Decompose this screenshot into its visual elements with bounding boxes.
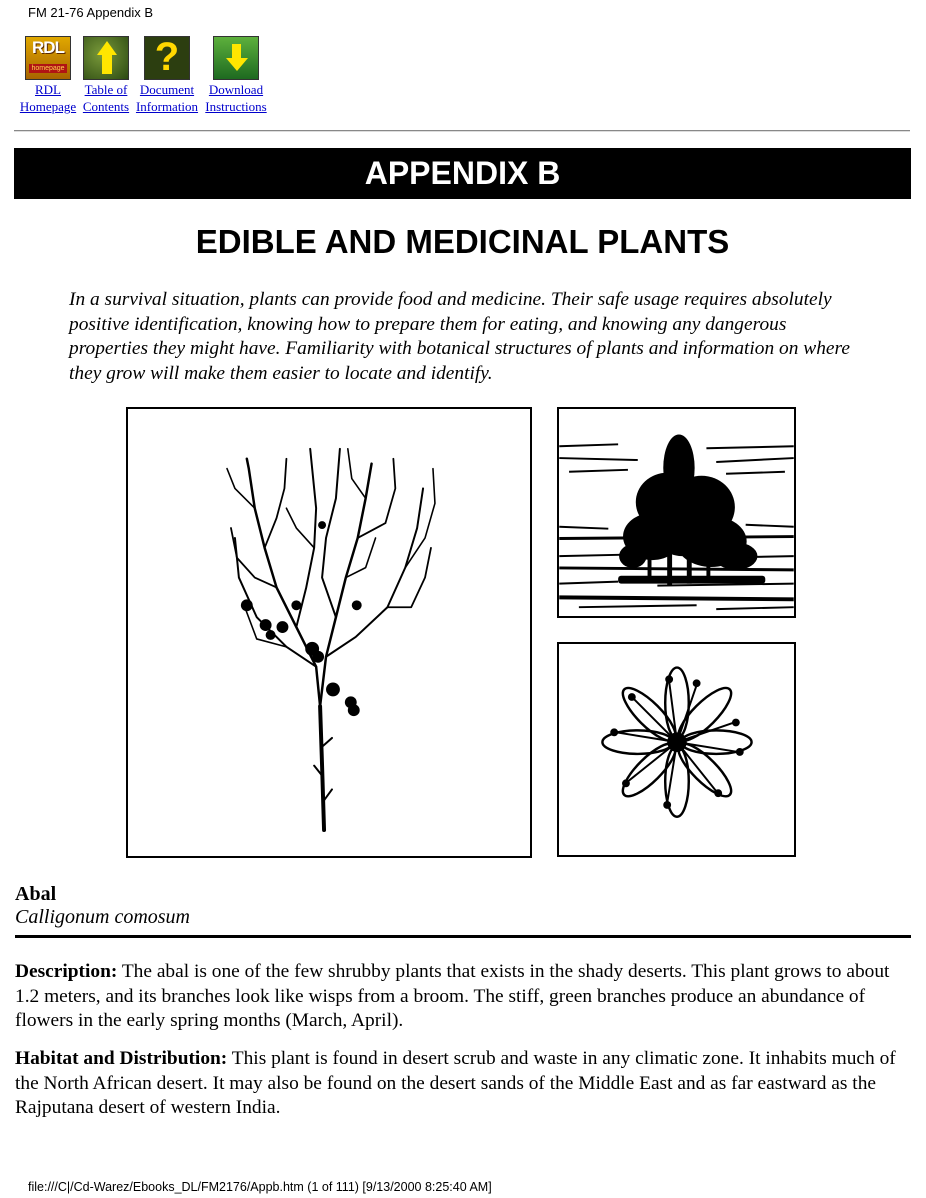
appendix-banner: APPENDIX B [14,148,911,199]
habitat-text: This plant is found in desert scrub and waste in any climatic zone. It inhabits much of the North African desert. It may also be found on the desert sands of the Middle East and as far eastward as the Rajputana desert of western India. [15,1048,896,1118]
nav-link-line2[interactable]: Information [135,99,199,114]
plant-name: Abal [15,883,57,905]
section-divider [15,935,911,938]
rdl-logo-icon[interactable]: RDL homepage [25,36,71,80]
nav-link-line2[interactable]: Instructions [205,99,267,114]
download-arrow-icon[interactable] [213,36,259,80]
nav-link-line1[interactable]: RDL [35,82,61,97]
habitat-paragraph [15,1047,911,1121]
nav-link-line2[interactable]: Contents [82,99,130,114]
page-title: EDIBLE AND MEDICINAL PLANTS [195,223,730,260]
flower-illustration [557,642,796,857]
nav-link-line1[interactable]: Table of [84,82,128,97]
description-label: Description: [15,961,118,982]
nav-link-line1[interactable]: Download [208,82,264,97]
nav-download-instructions[interactable] [191,36,281,115]
branch-illustration [126,407,532,858]
description-text: The abal is one of the few shrubby plants that exists in the shady deserts. This plant grows to about 1.2 meters, and its branches look like wisps from a broom. The stiff, green branches produce an abundance of flowers in the early spring months (March, April). [15,961,890,1031]
nav-link-line2[interactable]: Homepage [19,99,77,114]
description-paragraph [15,960,911,1034]
question-mark-icon[interactable]: ? [144,36,190,80]
nav-link-line1[interactable]: Document [139,82,195,97]
page-header-title: FM 21-76 Appendix B [28,5,154,20]
intro-paragraph: In a survival situation, plants can provide food and medicine. Their safe usage requires absolutely positive identification, knowing how to prepare them for eating, and knowing any dangerous properties they might have. Familiarity with botanical structures of plants and information on where they grow will make them easier to locate and identify. [69,289,850,384]
shrub-in-desert-illustration [557,407,796,618]
top-divider [14,130,910,132]
habitat-label: Habitat and Distribution: [15,1048,228,1069]
plant-scientific-name: Calligonum comosum [15,906,190,928]
page-footer-url: file:///C|/Cd-Warez/Ebooks_DL/FM2176/Appb.htm (1 of 111) [9/13/2000 8:25:40 AM] [28,1180,492,1194]
